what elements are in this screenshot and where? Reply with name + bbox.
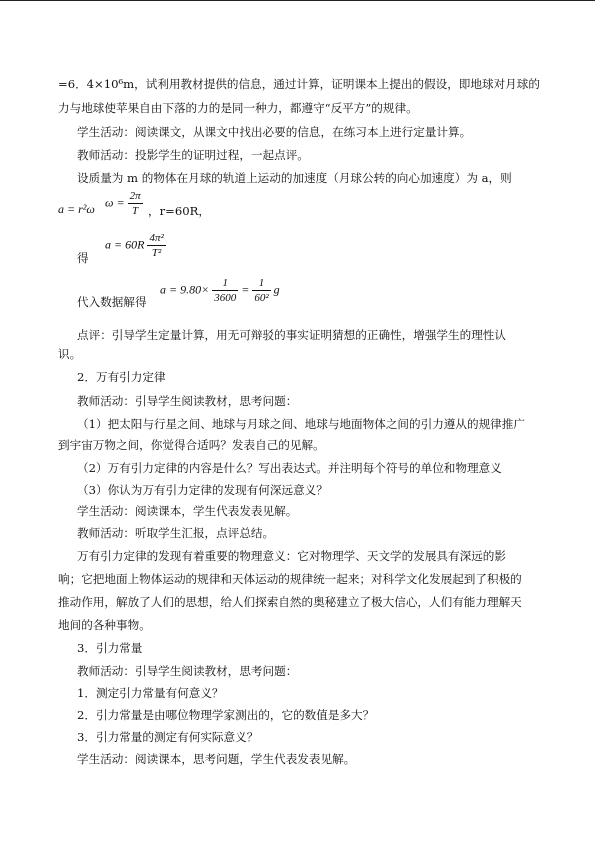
formula-acceleration xyxy=(105,231,166,260)
formula-result-lhs: a = 9.80× xyxy=(160,282,210,297)
fraction-denominator: T xyxy=(132,205,139,217)
paragraph-line: 到宇宙万物之间，你觉得合适吗？发表自己的见解。 xyxy=(58,438,325,452)
header-rule xyxy=(0,0,595,1)
formula-omega-lhs: ω = xyxy=(105,195,125,210)
question-item: 3．引力常量的测定有何实际意义？ xyxy=(77,730,259,744)
fraction-numerator: 2π xyxy=(129,190,141,202)
paragraph-line: 教师活动：听取学生汇报，点评总结。 xyxy=(77,526,275,540)
formula-g: g xyxy=(273,282,280,297)
paragraph-line: 教师活动：引导学生阅读教材，思考问题： xyxy=(77,394,298,408)
paragraph-line: 教师活动：引导学生阅读教材，思考问题： xyxy=(77,664,298,678)
formula-result xyxy=(160,276,280,305)
paragraph-line: 力与地球使苹果自由下落的力的是同一种力，都遵守“反平方”的规律。 xyxy=(58,101,418,115)
paragraph-line: 得 xyxy=(77,251,89,265)
paragraph-line: 识。 xyxy=(58,347,82,361)
fraction xyxy=(128,189,143,218)
section-heading: 2．万有引力定律 xyxy=(77,370,166,384)
paragraph-line: 学生活动：阅读课本，思考问题，学生代表发表见解。 xyxy=(77,752,356,766)
formula-centripetal: a = r²ω xyxy=(58,202,95,216)
fraction-denominator: 60² xyxy=(254,292,269,304)
paragraph-line: （1）把太阳与行星之间、地球与月球之间、地球与地面物体之间的引力遵从的规律推广 xyxy=(77,417,525,431)
paragraph-line: 代入数据解得 xyxy=(77,295,147,309)
paragraph-line: 推动作用，解放了人们的思想，给人们探索自然的奥秘建立了极大信心，人们有能力理解天 xyxy=(58,595,522,609)
fraction xyxy=(212,276,238,305)
paragraph-line: （3）你认为万有引力定律的发现有何深远意义？ xyxy=(77,483,328,497)
paragraph-line: 教师活动：投影学生的证明过程，一起点评。 xyxy=(77,148,309,162)
formula-acceleration-lhs: a = 60R xyxy=(105,237,145,252)
fraction-denominator: 3600 xyxy=(214,292,237,304)
paragraph-line: 万有引力定律的发现有着重要的物理意义：它对物理学、天文学的发展具有深远的影 xyxy=(77,549,506,563)
paragraph-line: 地间的各种事物。 xyxy=(58,618,151,632)
paragraph-line: （2）万有引力定律的内容是什么？写出表达式。并注明每个符号的单位和物理意义 xyxy=(77,461,502,475)
paragraph-line: =6．4×10⁶m，试利用教材提供的信息，通过计算，证明课本上提出的假设，即地球对月球的 xyxy=(58,77,540,91)
paragraph-line: 学生活动：阅读课本，学生代表发表见解。 xyxy=(77,504,298,518)
paragraph-line: 响；它把地面上物体运动的规律和天体运动的规律统一起来；对科学文化发展起到了积极的 xyxy=(58,572,522,586)
fraction-numerator: 1 xyxy=(252,276,270,291)
fraction-denominator: T² xyxy=(151,247,162,259)
question-item: 1．测定引力常量有何意义？ xyxy=(77,686,224,700)
formula-equals: = xyxy=(241,282,250,297)
question-item: 2．引力常量是由哪位物理学家测出的，它的数值是多大？ xyxy=(77,708,375,722)
fraction-numerator: 4π² xyxy=(149,232,164,244)
paragraph-line: 设质量为 m 的物体在月球的轨道上运动的加速度（月球公转的向心加速度）为 a，则 xyxy=(77,171,512,185)
fraction xyxy=(147,231,165,260)
formula-radius-note: ，r=60R， xyxy=(148,204,210,218)
paragraph-line: 点评：引导学生定量计算，用无可辩驳的事实证明猜想的正确性，增强学生的理性认 xyxy=(77,328,506,342)
paragraph-line: 学生活动：阅读课文，从课文中找出必要的信息，在练习本上进行定量计算。 xyxy=(77,125,472,139)
fraction xyxy=(252,276,270,305)
section-heading: 3．引力常量 xyxy=(77,641,143,655)
fraction-numerator: 1 xyxy=(212,276,238,291)
formula-omega xyxy=(105,189,143,218)
